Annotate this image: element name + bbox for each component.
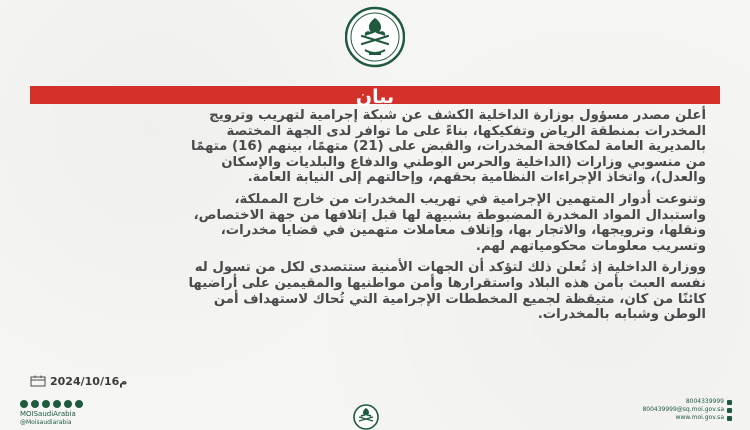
x-icon[interactable] bbox=[53, 400, 61, 408]
globe-icon bbox=[727, 416, 732, 421]
youtube-icon[interactable] bbox=[20, 400, 28, 408]
phone-icon bbox=[727, 400, 732, 405]
contact-phone[interactable]: 8004339999 bbox=[622, 398, 732, 406]
paragraph: ووزارة الداخلية إذ تُعلن ذلك لتؤكد أن الجهات الأمنية ستتصدى لكل من تسول له نفسه العبث بأمن هذه البلاد واستقرارها وأمن مواطنيها والمقيمين على أراضيها كائنًا من كان، متيقظة لجميع المخططات الإجرامية التي تُحاك لاستهداف أمن الوطن وشبابه بالمخدرات. bbox=[188, 260, 706, 323]
social-icons-row bbox=[20, 400, 83, 408]
facebook-icon[interactable] bbox=[42, 400, 50, 408]
statement-body bbox=[176, 108, 706, 323]
contact-website[interactable]: www.moi.gov.sa bbox=[622, 414, 732, 422]
contact-email[interactable]: 800439999@sq.moi.gov.sa bbox=[622, 406, 732, 414]
saudi-emblem-icon bbox=[345, 404, 387, 430]
email-icon bbox=[727, 408, 732, 413]
instagram-icon[interactable] bbox=[31, 400, 39, 408]
saudi-emblem-icon bbox=[345, 6, 405, 68]
snapchat-icon[interactable] bbox=[64, 400, 72, 408]
paragraph: وتنوعت أدوار المتهمين الإجرامية في تهريب المخدرات من خارج المملكة، واستبدال المواد المخدرة المضبوطة بشبيهة لها قبل إتلافها من جهة الاختصاص، ونقلها، وترويجها، والاتجار بها، وإتلاف معاملات متهمين في قضايا مخدرات، وتسريب معلومات محكومياتهم لهم. bbox=[193, 191, 706, 254]
tiktok-icon[interactable] bbox=[75, 400, 83, 408]
social-handle: MOISaudiArabia bbox=[20, 410, 76, 418]
paragraph: أعلن مصدر مسؤول بوزارة الداخلية الكشف عن شبكة إجرامية لتهريب وترويج المخدرات بمنطقة الرياض وتفكيكها، بناءً على ما توافر لدى الجهة المختصة بالمديرية العامة لمكافحة المخدرات، والقبض على (21) متهمًا، بينهم (16) متهمًا من منسوبي وزارات (الداخلية والحرس الوطني والدفاع والبلديات والإسكان والعدل)، واتخاذ الإجراءات النظامية بحقهم، وإحالتهم إلى النيابة العامة. bbox=[191, 108, 706, 186]
date-row bbox=[30, 372, 127, 390]
calendar-icon bbox=[30, 375, 46, 387]
social-block bbox=[20, 400, 83, 428]
contact-block bbox=[622, 398, 732, 422]
statement-date: 2024/10/16م bbox=[50, 374, 128, 388]
statement-title: بيان bbox=[355, 86, 395, 108]
social-handle-alt: @Moisaudiarabia bbox=[20, 419, 72, 426]
